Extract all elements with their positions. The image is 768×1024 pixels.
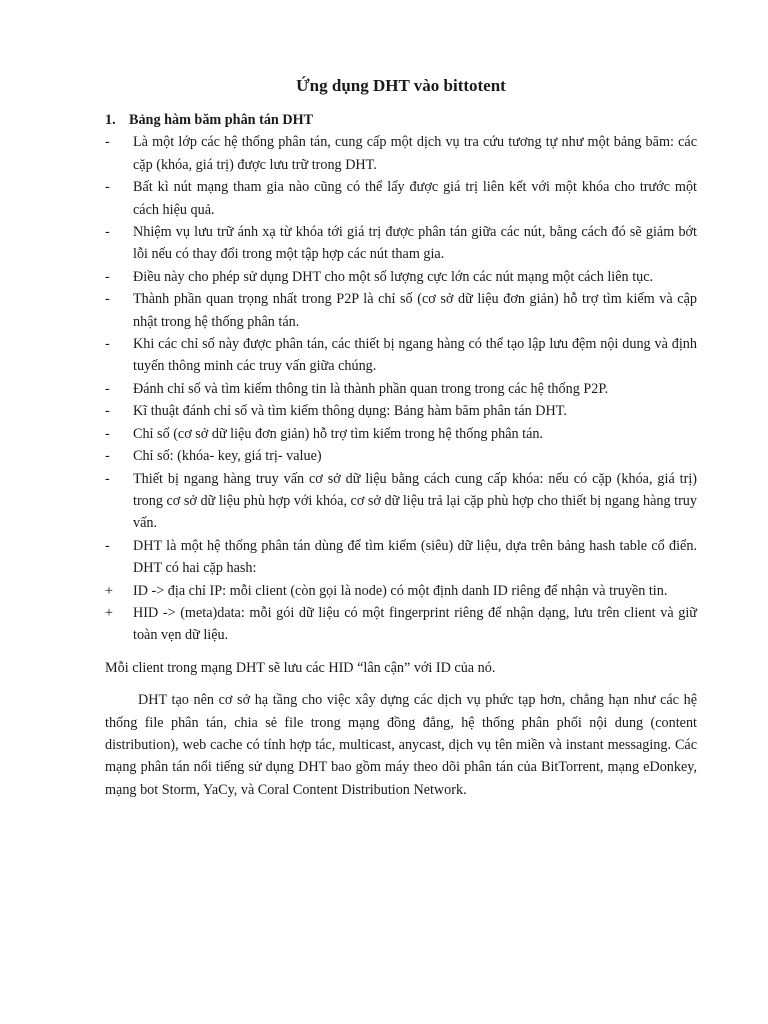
list-item bbox=[105, 131, 697, 176]
list-item-text: Điều này cho phép sử dụng DHT cho một số lượng cực lớn các nút mạng một cách liên tục. bbox=[133, 268, 654, 285]
list-marker: - bbox=[105, 336, 110, 353]
list-item-text: DHT là một hệ thống phân tán dùng để tìm kiếm (siêu) dữ liệu, dựa trên bảng hash table cổ điển. DHT có hai cặp hash: bbox=[133, 537, 697, 577]
list-item bbox=[105, 288, 697, 333]
list-marker: - bbox=[105, 470, 110, 487]
note-paragraph: Mỗi client trong mạng DHT sẽ lưu các HID “lân cận” với ID của nó. bbox=[105, 659, 496, 676]
list-item bbox=[105, 423, 697, 445]
list-marker: - bbox=[105, 403, 110, 420]
list-marker: - bbox=[105, 380, 110, 397]
list-item-text: Thành phần quan trọng nhất trong P2P là chỉ số (cơ sở dữ liệu đơn giản) hỗ trợ tìm kiếm và cập nhật trong hệ thống phân tán. bbox=[133, 291, 697, 330]
list-item-text: Nhiệm vụ lưu trữ ánh xạ từ khóa tới giá trị được phân tán giữa các nút, bằng cách đó sẽ giảm bớt lỗi nếu có thay đổi trong một tập hợp các nút tham gia. bbox=[133, 224, 697, 263]
list-item-text: Kĩ thuật đánh chỉ số và tìm kiếm thông dụng: Bảng hàm băm phân tán DHT. bbox=[133, 403, 567, 420]
list-item bbox=[105, 535, 697, 580]
list-item bbox=[105, 266, 697, 288]
document-title: Ứng dụng DHT vào bittotent bbox=[296, 76, 506, 95]
sub-list-item bbox=[105, 602, 697, 647]
list-item bbox=[105, 221, 697, 266]
list-item bbox=[105, 378, 697, 400]
list-item-text: Chỉ số: (khóa- key, giá trị- value) bbox=[133, 448, 322, 465]
list-marker: - bbox=[105, 134, 110, 151]
list-item-text: Thiết bị ngang hàng truy vấn cơ sở dữ liệu bằng cách cung cấp khóa: nếu có cặp (khóa, giá trị) trong cơ sở dữ liệu phù hợp với khóa, cơ sở dữ liệu trả lại cặp phù hợp cho thiết bị ngang hàng truy vấn. bbox=[133, 470, 697, 532]
list-marker: - bbox=[105, 179, 110, 196]
list-item-text: Khi các chỉ số này được phân tán, các thiết bị ngang hàng có thể tạo lập lưu đệm nội dung và định tuyến thông minh các truy vấn giữa chúng. bbox=[133, 336, 697, 375]
section-number: 1. bbox=[105, 112, 116, 128]
list-item-text: HID -> (meta)data: mỗi gói dữ liệu có một fingerprint riêng để nhận dạng, lưu trên client và giữ toàn vẹn dữ liệu. bbox=[133, 604, 697, 644]
list-marker: - bbox=[105, 268, 110, 285]
sub-list-item bbox=[105, 580, 697, 602]
list-marker: - bbox=[105, 448, 110, 465]
list-item-text: Là một lớp các hệ thống phân tán, cung cấp một dịch vụ tra cứu tương tự như một bảng băm: các cặp (khóa, giá trị) được lưu trữ trong DHT. bbox=[133, 134, 697, 173]
list-item bbox=[105, 400, 697, 422]
list-marker: - bbox=[105, 425, 110, 442]
section-title: Bảng hàm băm phân tán DHT bbox=[129, 112, 314, 128]
list-marker: + bbox=[105, 604, 114, 621]
list-marker: - bbox=[105, 291, 110, 308]
list-marker: + bbox=[105, 582, 114, 599]
list-item bbox=[105, 468, 697, 535]
list-marker: - bbox=[105, 224, 110, 241]
bullet-list bbox=[105, 131, 697, 646]
list-item bbox=[105, 176, 697, 221]
document-body bbox=[105, 70, 697, 801]
list-item-text: Chỉ số (cơ sở dữ liệu đơn giản) hỗ trợ tìm kiếm trong hệ thống phân tán. bbox=[133, 425, 544, 442]
body-paragraph: DHT tạo nên cơ sở hạ tầng cho việc xây dựng các dịch vụ phức tạp hơn, chẳng hạn như các hệ thống file phân tán, chia sẻ file trong mạng đồng đẳng, hệ thống phân phối nội dung (content distribution), web cache có tính hợp tác, multicast, anycast, dịch vụ tên miền và instant messaging. Các mạng phân tán nổi tiếng sử dụng DHT bao gồm máy theo dõi phân tán của BitTorrent, mạng eDonkey, mạng bot Storm, YaCy, và Coral Content Distribution Network. bbox=[105, 692, 697, 798]
list-item-text: Bất kì nút mạng tham gia nào cũng có thể lấy được giá trị liên kết với một khóa cho trước một cách hiệu quả. bbox=[133, 179, 697, 218]
list-item bbox=[105, 333, 697, 378]
section-heading bbox=[105, 109, 697, 131]
list-item-text: ID -> địa chỉ IP: mỗi client (còn gọi là node) có một định danh ID riêng để nhận và truyền tin. bbox=[133, 582, 668, 599]
list-item-text: Đánh chỉ số và tìm kiếm thông tin là thành phần quan trong trong các hệ thống P2P. bbox=[133, 380, 609, 397]
list-item bbox=[105, 445, 697, 467]
list-marker: - bbox=[105, 537, 110, 554]
